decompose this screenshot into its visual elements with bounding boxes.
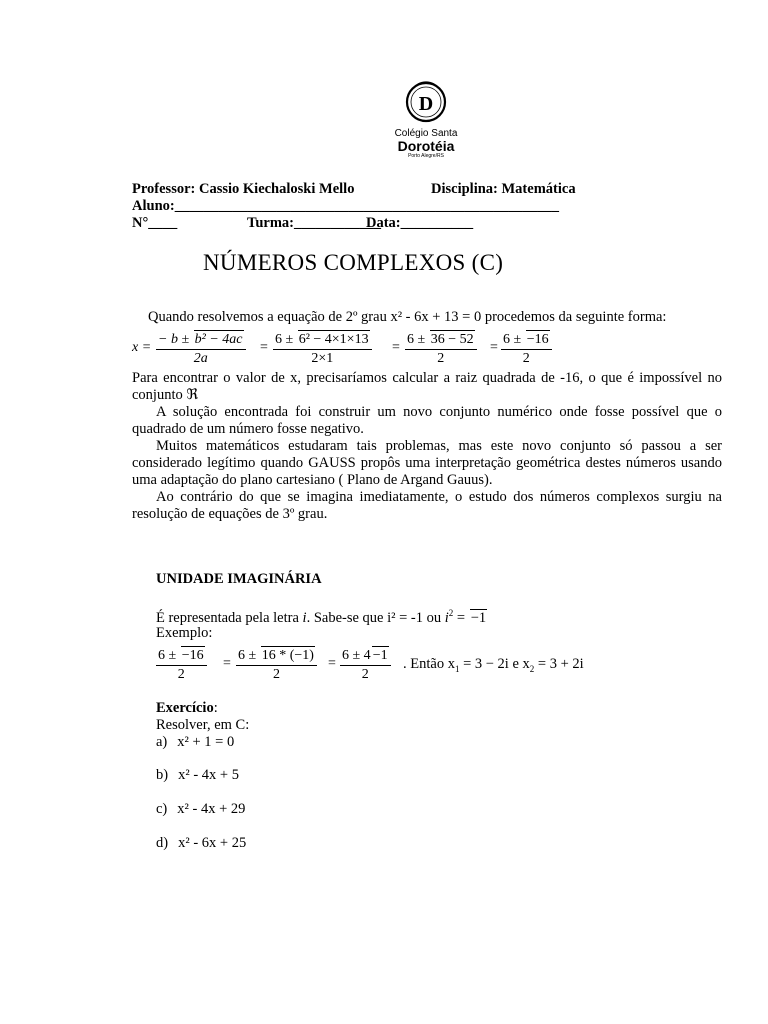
logo-line2: Dorotéia — [397, 138, 455, 154]
logo-subtitle: Porto Alegre/RS — [408, 153, 444, 159]
example-roots-result: . Então $x_1 = 3 - 2i$ e $x_2 = 3 + 2i$ — [403, 656, 584, 674]
example-equals-2: = — [328, 656, 336, 671]
formula-equals-1: = — [260, 340, 268, 355]
exercise-instruction: Resolver, em C: — [156, 717, 250, 733]
disciplina-label: Disciplina: Matemática — [431, 181, 576, 197]
page-title: NÚMEROS COMPLEXOS (C) — [203, 250, 504, 275]
aluno-field: Aluno:_____________________________________________________ — [132, 198, 559, 214]
professor-label: Professor: Cassio Kiechaloski Mello — [132, 181, 355, 197]
example-fraction-2: $\frac{6 \pm 16 * (-1)}{2}$ — [236, 646, 317, 684]
example-fraction-3: $\frac{6 \pm 4 -1}{2}$ — [340, 646, 391, 684]
intro-line: Quando resolvemos a equação de 2º grau x² - 6x + 13 = 0 procedemos da seguinte forma: — [148, 309, 667, 325]
example-equals-1: = — [223, 656, 231, 671]
numero-field: N°____ — [132, 215, 178, 231]
exercise-item-c: c) x² - 4x + 29 — [156, 801, 246, 817]
exercise-item-a: a) x² + 1 = 0 — [156, 734, 235, 750]
turma-field: Turma:____________ — [247, 215, 381, 231]
formula-fraction-final: $\frac{6 \pm -16}{2}$ — [501, 330, 552, 368]
formula-fraction-simplified: $\frac{6 \pm 36 - 52}{2}$ — [405, 330, 477, 368]
school-logo — [388, 80, 464, 162]
exemplo-label: Exemplo: — [156, 625, 213, 641]
paragraph-impossible-root: Para encontrar o valor de x, precisaríamos calcular a raiz quadrada de -16, o que é impossível no conjunto ℜ — [132, 370, 722, 403]
example-fraction-1: $\frac{6 \pm -16}{2}$ — [156, 646, 207, 684]
data-field: Data:__________ — [366, 215, 474, 231]
exercise-item-b: b) x² - 4x + 5 — [156, 767, 239, 783]
logo-line1: Colégio Santa — [394, 128, 458, 139]
imaginary-unit-definition: É representada pela letra i. Sabe-se que i² = -1 ou $i^2 = -1$ — [156, 608, 487, 626]
school-crest-icon — [404, 80, 448, 124]
formula-equals-2: = — [392, 340, 400, 355]
paragraph-new-set: A solução encontrada foi construir um novo conjunto numérico onde fosse possível que o quadrado de um número fosse negativo. — [132, 404, 722, 437]
exercise-item-d: d) x² - 6x + 25 — [156, 835, 247, 851]
formula-fraction-substituted: $\frac{\text{6 ± 6² − 4×1×13}}{2\times 1}$ — [273, 330, 372, 368]
formula-x-eq: x = — [132, 340, 152, 355]
formula-fraction-general: $\frac{\text{− b ± b² − 4ac}}{2a}$ — [156, 330, 246, 368]
exercise-heading: Exercício: — [156, 700, 218, 716]
formula-equals-3: = — [490, 340, 498, 355]
paragraph-gauss: Muitos matemáticos estudaram tais problemas, mas este novo conjunto só passou a ser considerado legítimo quando GAUSS propôs uma interpretação geométrica destes números usando uma adaptação do plano cartesiano ( Plano de Argand Gauus). — [132, 438, 722, 488]
paragraph-cubic: Ao contrário do que se imagina imediatamente, o estudo dos números complexos surgiu na resolução de equações de 3º grau. — [132, 489, 722, 522]
logo-initial: D — [418, 93, 434, 115]
section-heading-imaginary-unit: UNIDADE IMAGINÁRIA — [156, 571, 322, 587]
